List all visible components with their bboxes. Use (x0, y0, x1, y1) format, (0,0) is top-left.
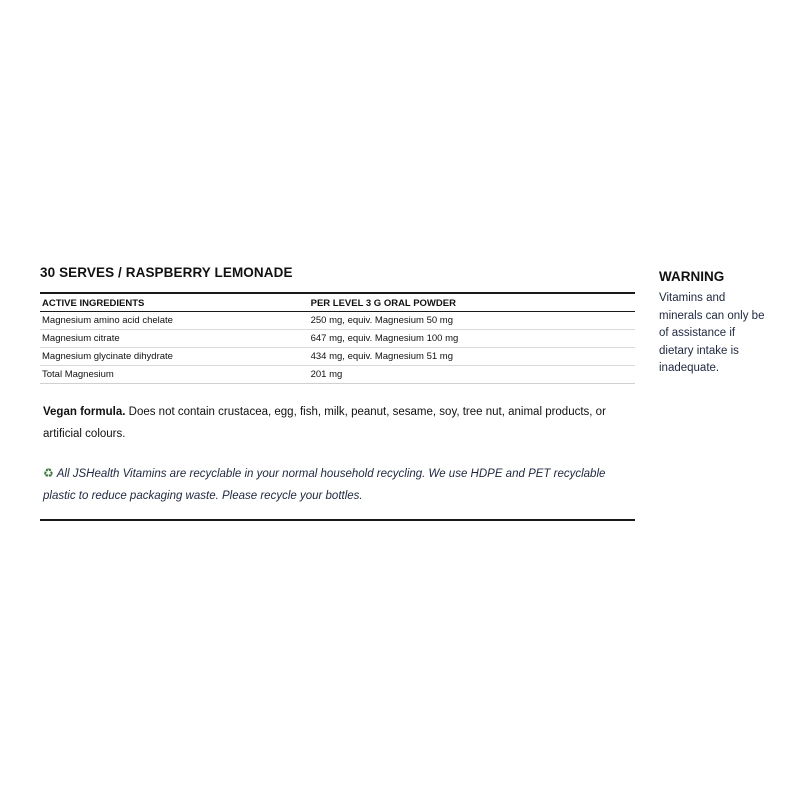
recycle-icon: ♻ (43, 466, 54, 480)
table-row (40, 330, 635, 348)
recycling-statement (43, 462, 623, 507)
column-header-ingredients: ACTIVE INGREDIENTS (40, 293, 309, 312)
vegan-label: Vegan formula. (43, 406, 126, 418)
warning-title: WARNING (659, 269, 725, 284)
ingredients-table (40, 292, 635, 384)
ingredient-amount: 201 mg (309, 366, 635, 384)
vegan-text: Does not contain crustacea, egg, fish, milk, peanut, sesame, soy, tree nut, animal products, or artificial colours. (43, 406, 606, 440)
warning-text: Vitamins and minerals can only be of assistance if dietary intake is inadequate. (659, 292, 765, 374)
bottom-divider (40, 519, 635, 521)
recycling-text: All JSHealth Vitamins are recyclable in your normal household recycling. We use HDPE and PET recyclable plastic to reduce packaging waste. Please recycle your bottles. (43, 468, 606, 502)
supplement-facts-panel (40, 264, 635, 507)
warning-box (659, 268, 769, 378)
ingredient-name: Magnesium amino acid chelate (42, 315, 173, 326)
table-row (40, 348, 635, 366)
ingredient-amount: 250 mg, equiv. Magnesium 50 mg (310, 315, 454, 326)
column-header-amount: PER LEVEL 3 G ORAL POWDER (309, 293, 635, 312)
ingredient-name: Magnesium citrate (40, 330, 309, 348)
ingredient-name: Magnesium glycinate dihydrate (40, 348, 309, 366)
ingredient-name: Total Magnesium (40, 366, 309, 384)
panel-title: 30 SERVES / RASPBERRY LEMONADE (40, 265, 293, 280)
table-row (40, 312, 635, 330)
table-row (40, 366, 635, 384)
ingredient-amount: 647 mg, equiv. Magnesium 100 mg (309, 330, 635, 348)
ingredient-amount: 434 mg, equiv. Magnesium 51 mg (309, 348, 635, 366)
table-header-row (40, 293, 635, 312)
vegan-statement (43, 401, 623, 445)
